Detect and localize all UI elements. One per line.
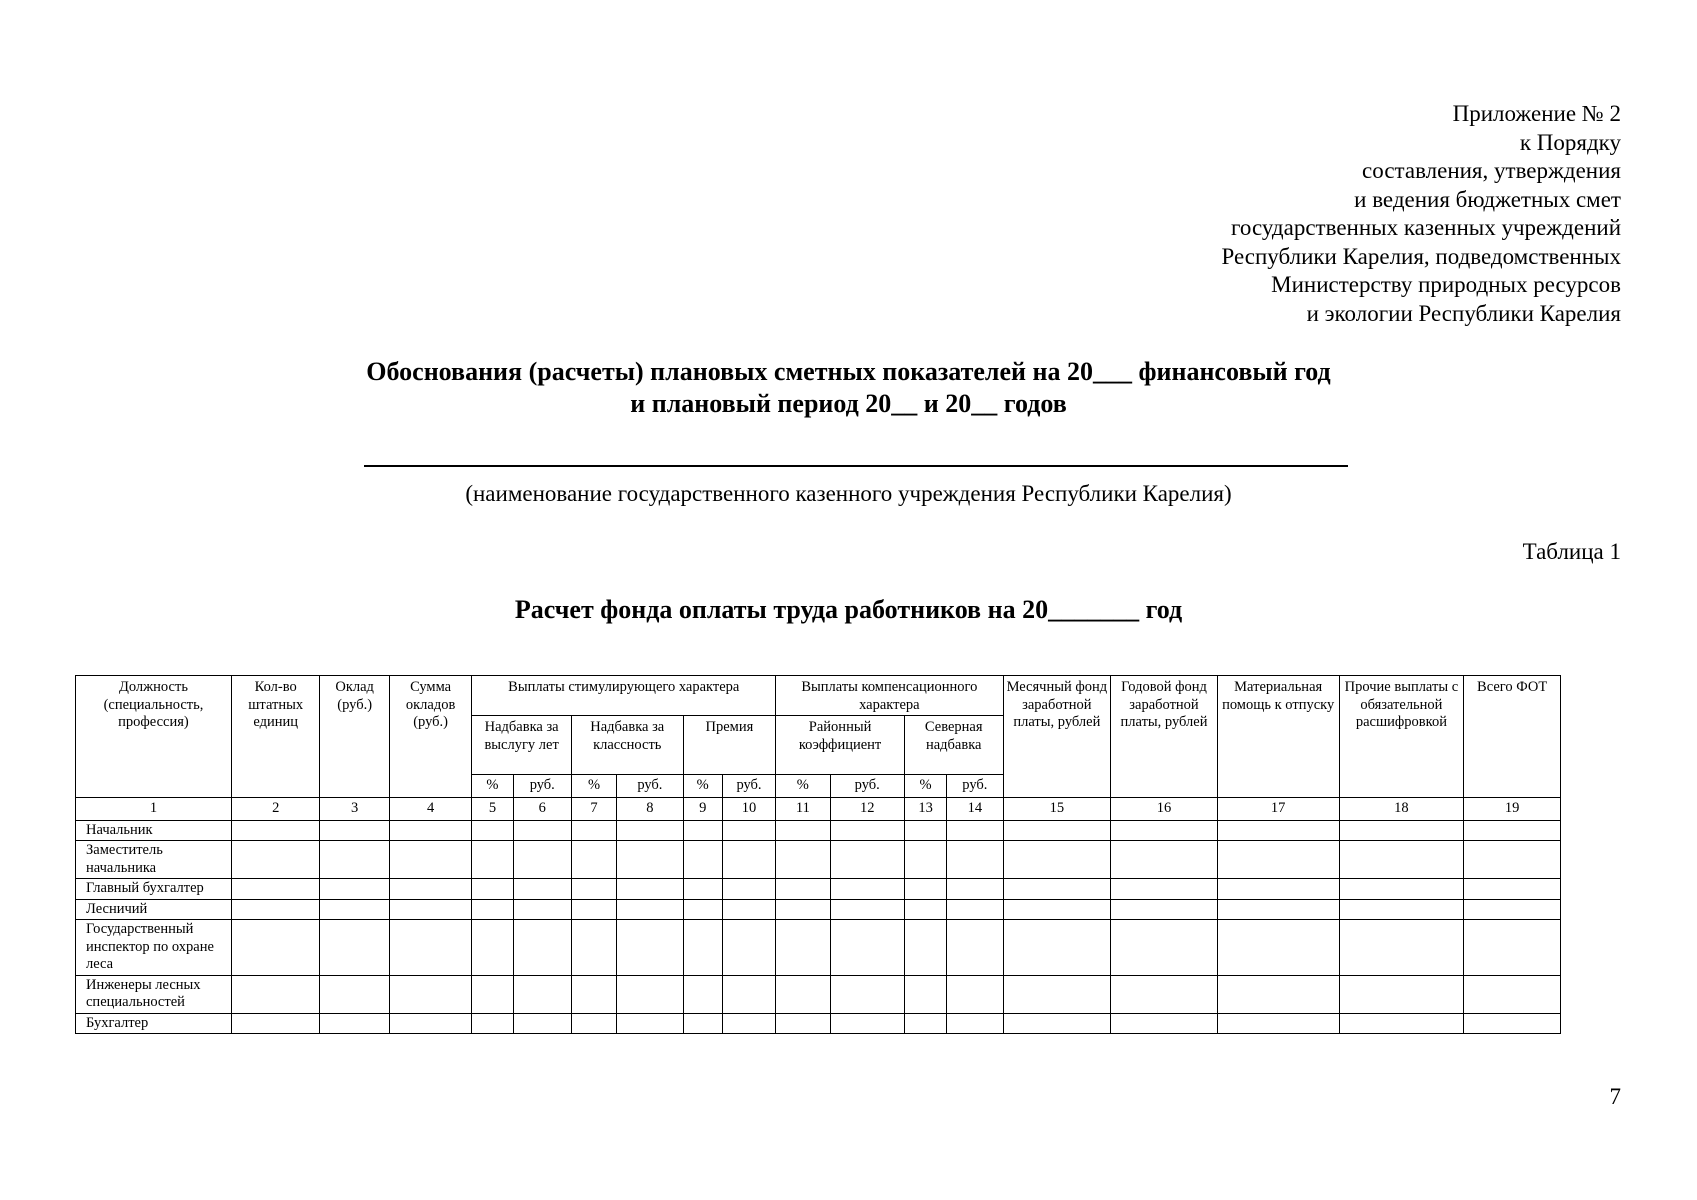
header-percent: % [472, 775, 513, 798]
position-cell: Главный бухгалтер [76, 879, 232, 900]
header-incentive-payments: Выплаты стимулирующего характера [472, 676, 776, 716]
table-cell[interactable] [904, 879, 946, 900]
table-cell[interactable] [722, 920, 775, 976]
table-cell[interactable] [617, 879, 683, 900]
column-number-cell: 4 [389, 797, 471, 820]
table-cell[interactable] [617, 920, 683, 976]
table-cell[interactable] [513, 879, 571, 900]
table-cell[interactable] [683, 899, 722, 920]
column-number-cell: 10 [722, 797, 775, 820]
table-row [76, 920, 1561, 976]
table-cell[interactable] [1339, 820, 1464, 841]
table-cell[interactable] [776, 879, 830, 900]
table-cell[interactable] [776, 920, 830, 976]
table-cell[interactable] [231, 920, 320, 976]
table-cell[interactable] [722, 820, 775, 841]
table-cell[interactable] [947, 820, 1003, 841]
table-cell[interactable] [1111, 899, 1218, 920]
table-row [76, 975, 1561, 1013]
appendix-line: составления, утверждения [1362, 158, 1621, 183]
table-cell[interactable] [947, 841, 1003, 879]
column-number-row [76, 797, 1561, 820]
table-cell[interactable] [571, 899, 616, 920]
table-cell[interactable] [1217, 1013, 1339, 1034]
table-cell[interactable] [776, 841, 830, 879]
table-cell[interactable] [947, 879, 1003, 900]
table-cell[interactable] [830, 1013, 904, 1034]
table-cell[interactable] [683, 975, 722, 1013]
appendix-line: Республики Карелия, подведомственных [1221, 243, 1621, 269]
table-row [76, 1013, 1561, 1034]
table-cell[interactable] [472, 899, 513, 920]
table-cell[interactable] [472, 879, 513, 900]
table-cell[interactable] [683, 841, 722, 879]
table-cell[interactable] [320, 879, 389, 900]
table-cell[interactable] [1111, 841, 1218, 879]
appendix-line: и ведения бюджетных смет [1354, 186, 1621, 212]
column-number-cell: 8 [617, 797, 683, 820]
table-cell[interactable] [776, 975, 830, 1013]
table-cell[interactable] [617, 899, 683, 920]
table-cell[interactable] [389, 879, 471, 900]
appendix-block [1221, 100, 1621, 328]
table-cell[interactable] [472, 841, 513, 879]
table-cell[interactable] [1111, 975, 1218, 1013]
header-percent: % [776, 775, 830, 798]
appendix-line: к Порядку [1519, 129, 1621, 155]
column-number-cell: 15 [1003, 797, 1111, 820]
table-cell[interactable] [571, 820, 616, 841]
header-rub: руб. [722, 775, 775, 798]
table-cell[interactable] [513, 975, 571, 1013]
table-cell[interactable] [904, 820, 946, 841]
header-percent: % [683, 775, 722, 798]
table-cell[interactable] [472, 975, 513, 1013]
header-total-fot: Всего ФОТ [1464, 676, 1561, 798]
appendix-line: и экологии Республики Карелия [1306, 300, 1621, 326]
table-cell[interactable] [231, 879, 320, 900]
column-number-cell: 13 [904, 797, 946, 820]
header-class-bonus: Надбавка за классность [571, 716, 683, 775]
table-cell[interactable] [231, 899, 320, 920]
table-body [76, 797, 1561, 1034]
table-cell[interactable] [320, 841, 389, 879]
table-cell[interactable] [231, 1013, 320, 1034]
table-cell[interactable] [389, 820, 471, 841]
table-cell[interactable] [1111, 879, 1218, 900]
table-cell[interactable] [513, 820, 571, 841]
header-other-payments: Прочие выплаты с обязательной расшифровкой [1339, 676, 1464, 798]
table-cell[interactable] [1464, 879, 1561, 900]
table-cell[interactable] [1339, 975, 1464, 1013]
header-rub: руб. [947, 775, 1003, 798]
table-cell[interactable] [1217, 820, 1339, 841]
column-number-cell: 2 [231, 797, 320, 820]
table-row [76, 899, 1561, 920]
header-rub: руб. [830, 775, 904, 798]
column-number-cell: 18 [1339, 797, 1464, 820]
header-regional-coefficient: Районный коэффициент [776, 716, 905, 775]
table-cell[interactable] [1339, 841, 1464, 879]
header-rub: руб. [617, 775, 683, 798]
table-cell[interactable] [1217, 920, 1339, 976]
table-cell[interactable] [904, 1013, 946, 1034]
header-position: Должность (специальность, профессия) [76, 676, 232, 798]
table-cell[interactable] [776, 820, 830, 841]
header-staff-units: Кол-во штатных единиц [231, 676, 320, 798]
column-number-cell: 12 [830, 797, 904, 820]
table-cell[interactable] [947, 920, 1003, 976]
position-cell: Бухгалтер [76, 1013, 232, 1034]
table-cell[interactable] [722, 879, 775, 900]
table-cell[interactable] [1464, 899, 1561, 920]
position-cell: Лесничий [76, 899, 232, 920]
table-cell[interactable] [513, 1013, 571, 1034]
table-cell[interactable] [1217, 975, 1339, 1013]
table-cell[interactable] [830, 920, 904, 976]
table-cell[interactable] [320, 820, 389, 841]
table-cell[interactable] [904, 975, 946, 1013]
table-cell[interactable] [947, 1013, 1003, 1034]
payroll-table [75, 675, 1561, 1034]
table-cell[interactable] [1003, 879, 1111, 900]
table-cell[interactable] [1003, 899, 1111, 920]
column-number-cell: 1 [76, 797, 232, 820]
table-cell[interactable] [722, 975, 775, 1013]
table-cell[interactable] [1111, 920, 1218, 976]
table-cell[interactable] [830, 820, 904, 841]
table-cell[interactable] [571, 975, 616, 1013]
table-cell[interactable] [776, 1013, 830, 1034]
header-premium: Премия [683, 716, 776, 775]
table-cell[interactable] [513, 899, 571, 920]
table-cell[interactable] [776, 899, 830, 920]
table-cell[interactable] [617, 1013, 683, 1034]
table-cell[interactable] [722, 1013, 775, 1034]
table-cell[interactable] [231, 975, 320, 1013]
table-cell[interactable] [830, 879, 904, 900]
column-number-cell: 3 [320, 797, 389, 820]
table-cell[interactable] [389, 1013, 471, 1034]
table-cell[interactable] [571, 879, 616, 900]
table-cell[interactable] [1217, 879, 1339, 900]
table-cell[interactable] [830, 975, 904, 1013]
table-cell[interactable] [320, 920, 389, 976]
header-annual-fund: Годовой фонд заработной платы, рублей [1111, 676, 1218, 798]
table-title: Расчет фонда оплаты труда работников на 20_______ год [514, 595, 1183, 624]
organization-caption: (наименование государственного казенного учреждения Республики Карелия) [465, 481, 1232, 506]
column-number-cell: 16 [1111, 797, 1218, 820]
table-cell[interactable] [722, 841, 775, 879]
table-cell[interactable] [1339, 879, 1464, 900]
table-cell[interactable] [1339, 899, 1464, 920]
appendix-line: Министерству природных ресурсов [1271, 272, 1621, 297]
column-number-cell: 11 [776, 797, 830, 820]
table-cell[interactable] [683, 820, 722, 841]
table-cell[interactable] [389, 975, 471, 1013]
table-cell[interactable] [1464, 1013, 1561, 1034]
column-number-cell: 19 [1464, 797, 1561, 820]
table-cell[interactable] [617, 841, 683, 879]
column-number-cell: 7 [571, 797, 616, 820]
table-cell[interactable] [1464, 841, 1561, 879]
table-cell[interactable] [1339, 920, 1464, 976]
header-rub: руб. [513, 775, 571, 798]
table-cell[interactable] [1111, 1013, 1218, 1034]
header-northern-bonus: Северная надбавка [904, 716, 1003, 775]
table-cell[interactable] [1003, 975, 1111, 1013]
table-cell[interactable] [904, 920, 946, 976]
table-cell[interactable] [1217, 841, 1339, 879]
table-cell[interactable] [231, 841, 320, 879]
document-title [0, 356, 1697, 420]
position-cell: Инженеры лесных специальностей [76, 975, 232, 1013]
column-number-cell: 5 [472, 797, 513, 820]
table-cell[interactable] [513, 841, 571, 879]
column-number-cell: 9 [683, 797, 722, 820]
document-title-line2: и плановый период 20__ и 20__ годов [630, 389, 1067, 418]
table-cell[interactable] [231, 820, 320, 841]
header-salary-sum: Сумма окладов (руб.) [389, 676, 471, 798]
table-cell[interactable] [1111, 820, 1218, 841]
table-cell[interactable] [571, 920, 616, 976]
header-percent: % [904, 775, 946, 798]
table-number: Таблица 1 [1522, 539, 1621, 564]
position-cell: Заместитель начальника [76, 841, 232, 879]
table-cell[interactable] [830, 899, 904, 920]
table-cell[interactable] [1464, 820, 1561, 841]
appendix-line: государственных казенных учреждений [1231, 215, 1621, 240]
table-cell[interactable] [571, 841, 616, 879]
header-vacation-aid: Материальная помощь к отпуску [1217, 676, 1339, 798]
table-cell[interactable] [1003, 920, 1111, 976]
table-cell[interactable] [320, 899, 389, 920]
table-cell[interactable] [683, 879, 722, 900]
position-cell: Начальник [76, 820, 232, 841]
header-salary: Оклад (руб.) [320, 676, 389, 798]
position-cell: Государственный инспектор по охране леса [76, 920, 232, 976]
table-row [76, 879, 1561, 900]
page-number: 7 [1609, 1084, 1621, 1109]
table-cell[interactable] [722, 899, 775, 920]
table-cell[interactable] [683, 920, 722, 976]
header-monthly-fund: Месячный фонд заработной платы, рублей [1003, 676, 1111, 798]
column-number-cell: 17 [1217, 797, 1339, 820]
table-cell[interactable] [389, 899, 471, 920]
table-cell[interactable] [1003, 820, 1111, 841]
table-row [76, 841, 1561, 879]
header-percent: % [571, 775, 616, 798]
table-cell[interactable] [1217, 899, 1339, 920]
table-cell[interactable] [830, 841, 904, 879]
table-cell[interactable] [472, 920, 513, 976]
table-row [76, 820, 1561, 841]
table-cell[interactable] [1003, 841, 1111, 879]
column-number-cell: 6 [513, 797, 571, 820]
table-cell[interactable] [904, 899, 946, 920]
table-cell[interactable] [947, 899, 1003, 920]
table-cell[interactable] [904, 841, 946, 879]
table-cell[interactable] [571, 1013, 616, 1034]
table-cell[interactable] [1464, 975, 1561, 1013]
table-cell[interactable] [617, 975, 683, 1013]
table-cell[interactable] [472, 820, 513, 841]
table-cell[interactable] [389, 841, 471, 879]
document-title-line1: Обоснования (расчеты) плановых сметных показателей на 20___ финансовый год [366, 357, 1331, 386]
column-number-cell: 14 [947, 797, 1003, 820]
appendix-line: Приложение № 2 [1452, 101, 1621, 126]
table-cell[interactable] [683, 1013, 722, 1034]
table-cell[interactable] [389, 920, 471, 976]
table-cell[interactable] [472, 1013, 513, 1034]
organization-name-line [364, 465, 1348, 467]
table-cell[interactable] [320, 975, 389, 1013]
table-cell[interactable] [617, 820, 683, 841]
table-cell[interactable] [1464, 920, 1561, 976]
table-cell[interactable] [947, 975, 1003, 1013]
header-compensation-payments: Выплаты компенсационного характера [776, 676, 1003, 716]
table-cell[interactable] [1339, 1013, 1464, 1034]
table-cell[interactable] [1003, 1013, 1111, 1034]
header-seniority-bonus: Надбавка за выслугу лет [472, 716, 572, 775]
table-cell[interactable] [320, 1013, 389, 1034]
table-cell[interactable] [513, 920, 571, 976]
